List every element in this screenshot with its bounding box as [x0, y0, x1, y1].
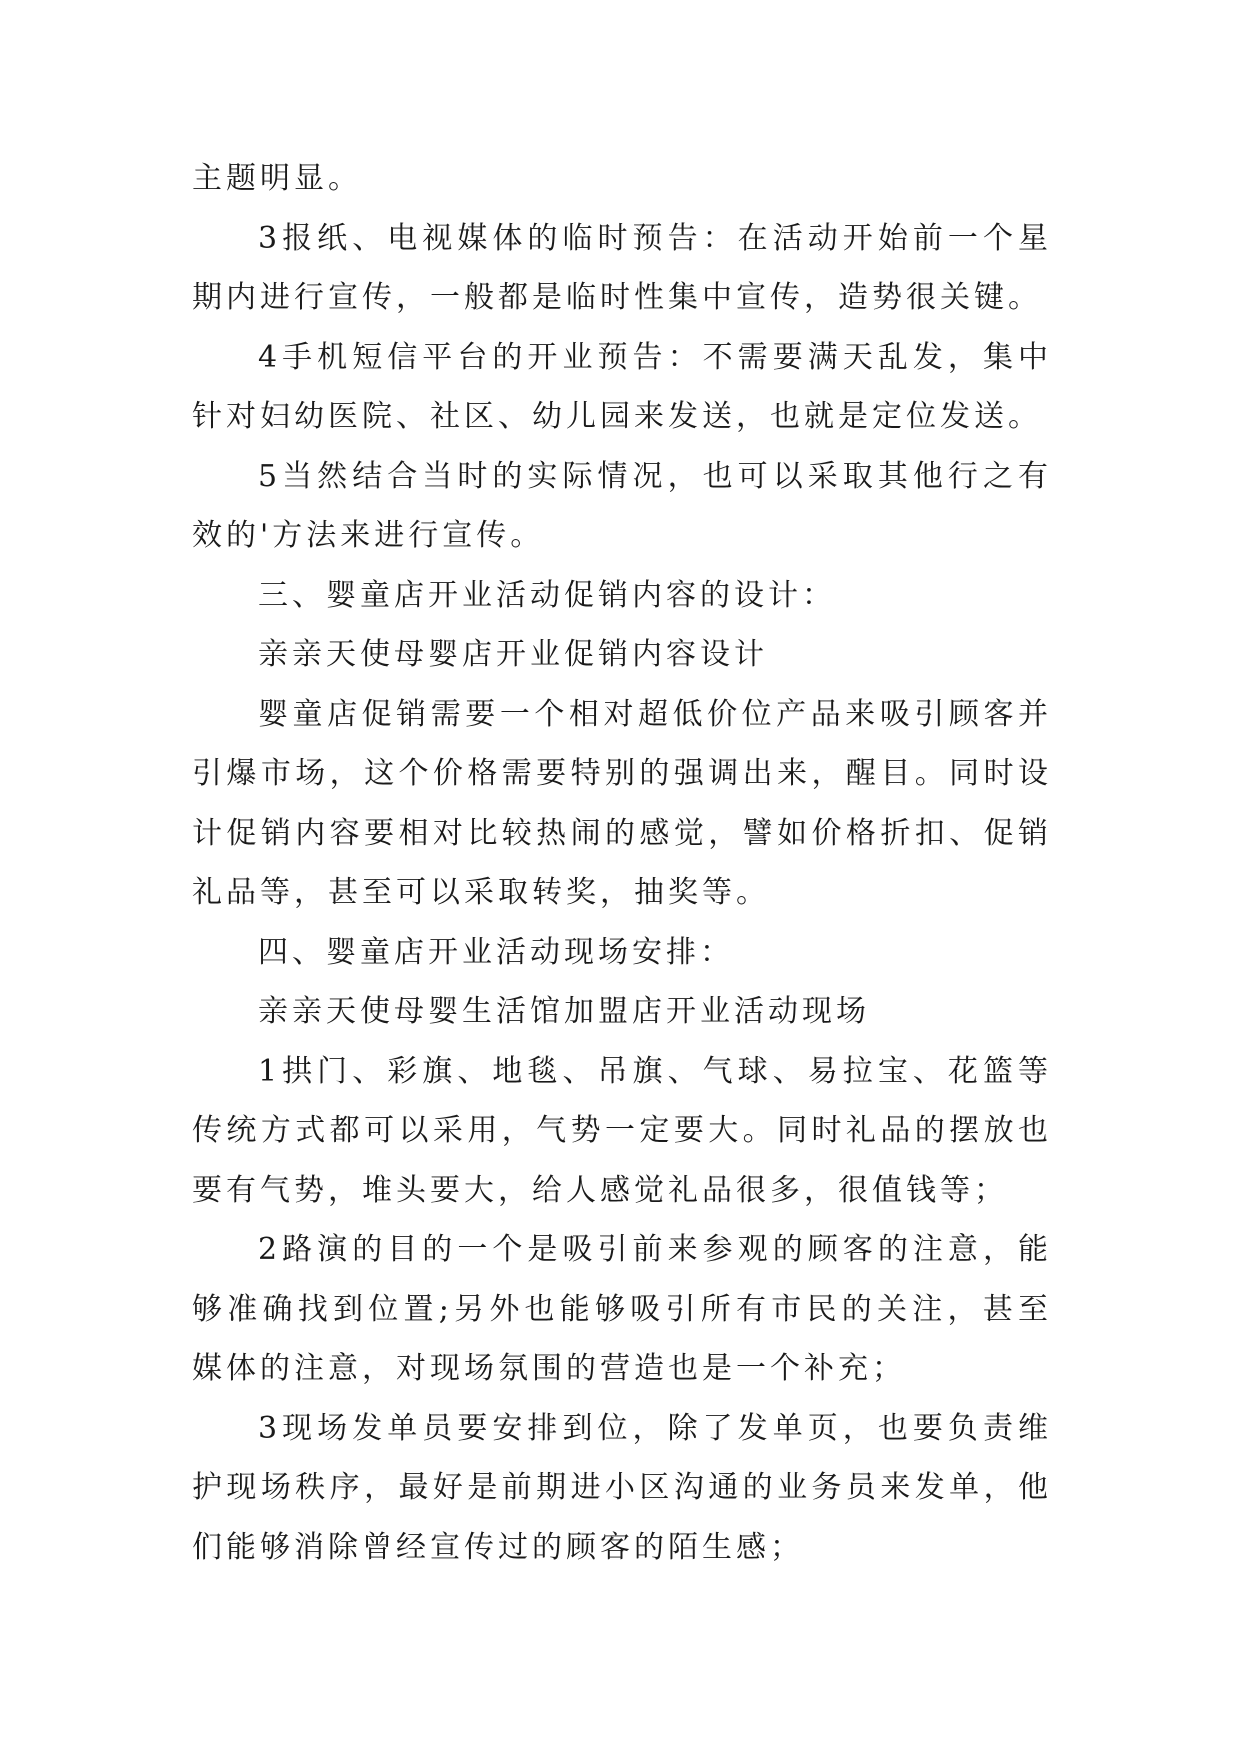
paragraph-2: 3报纸、电视媒体的临时预告：在活动开始前一个星期内进行宣传，一般都是临时性集中宣传，造势很关键。 — [192, 220, 1052, 315]
paragraph-10: 1拱门、彩旗、地毯、吊旗、气球、易拉宝、花篮等传统方式都可以采用，气势一定要大。同时礼品的摆放也要有气势，堆头要大，给人感觉礼品很多，很值钱等； — [192, 1053, 1052, 1208]
paragraph-9: 亲亲天使母婴生活馆加盟店开业活动现场 — [258, 994, 870, 1029]
document-body — [192, 149, 1052, 1577]
paragraph-7: 婴童店促销需要一个相对超低价位产品来吸引顾客并引爆市场，这个价格需要特别的强调出来，醒目。同时设计促销内容要相对比较热闹的感觉，譬如价格折扣、促销礼品等，甚至可以采取转奖，抽奖等。 — [192, 696, 1052, 910]
section-heading-4: 四、婴童店开业活动现场安排： — [258, 934, 734, 970]
paragraph-1: 主题明显。 — [192, 161, 362, 196]
paragraph-6: 亲亲天使母婴店开业促销内容设计 — [258, 637, 768, 672]
paragraph-11: 2路演的目的一个是吸引前来参观的顾客的注意，能够准确找到位置;另外也能够吸引所有市民的关注，甚至媒体的注意，对现场氛围的营造也是一个补充； — [192, 1232, 1052, 1386]
paragraph-12: 3现场发单员要安排到位，除了发单页，也要负责维护现场秩序，最好是前期进小区沟通的业务员来发单，他们能够消除曾经宣传过的顾客的陌生感； — [192, 1410, 1052, 1565]
paragraph-3: 4手机短信平台的开业预告：不需要满天乱发，集中针对妇幼医院、社区、幼儿园来发送，也就是定位发送。 — [192, 339, 1052, 434]
paragraph-4: 5当然结合当时的实际情况，也可以采取其他行之有效的'方法来进行宣传。 — [192, 458, 1052, 553]
section-heading-3: 三、婴童店开业活动促销内容的设计： — [258, 577, 836, 613]
